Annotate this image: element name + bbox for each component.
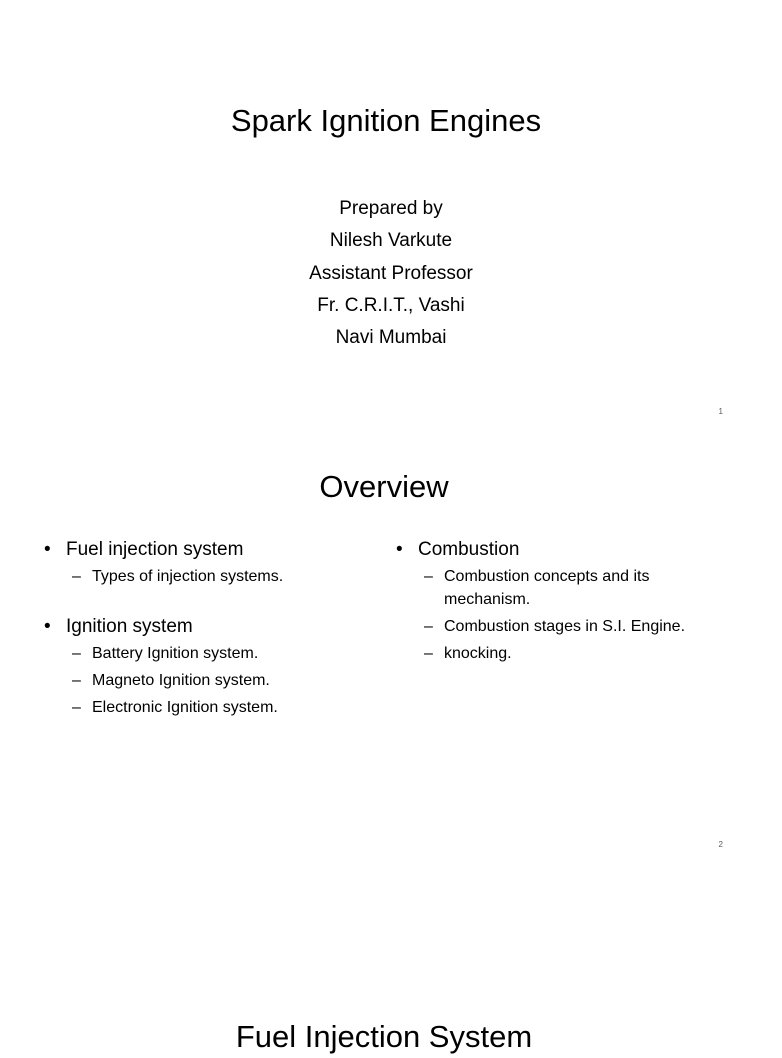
left-column (44, 537, 364, 733)
sub-list (396, 565, 726, 665)
sub-item-text: Types of injection systems. (92, 568, 284, 585)
sub-item-text: Combustion stages in S.I. Engine. (444, 618, 686, 635)
author-position: Assistant Professor (309, 262, 473, 284)
bullet-item (44, 614, 364, 640)
sub-item-text: Battery Ignition system. (92, 645, 259, 662)
sub-item-text: knocking. (444, 645, 512, 662)
sub-item (44, 642, 364, 665)
bullet-glyph: • (44, 539, 51, 560)
right-column (396, 537, 726, 679)
sub-item-text: Combustion concepts and its mechanism. (444, 568, 650, 608)
author-location: Navi Mumbai (335, 327, 447, 349)
sub-item (396, 615, 726, 638)
slide-number: 1 (718, 407, 723, 416)
sub-item-text: Magneto Ignition system. (92, 672, 270, 689)
dash-glyph: – (424, 645, 433, 662)
author-institution: Fr. C.R.I.T., Vashi (317, 294, 465, 316)
bullet-glyph: • (396, 539, 403, 560)
dash-glyph: – (72, 672, 81, 689)
dash-glyph: – (72, 699, 81, 716)
bullet-label: Fuel injection system (66, 539, 244, 560)
dash-glyph: – (72, 568, 81, 585)
slide-title: Fuel Injection System (235, 1019, 533, 1054)
sub-item-text: Electronic Ignition system. (92, 699, 278, 716)
dash-glyph: – (424, 618, 433, 635)
slide-2 (0, 432, 768, 866)
dash-glyph: – (424, 568, 433, 585)
author-name: Nilesh Varkute (329, 230, 453, 252)
subtitle-line: Prepared by (339, 198, 443, 219)
bullet-label: Combustion (418, 539, 520, 560)
slide-3 (0, 866, 768, 1054)
slide-title: Spark Ignition Engines (230, 103, 542, 138)
sub-item (44, 669, 364, 692)
sub-item (396, 565, 674, 611)
sub-item (44, 565, 364, 588)
bullet-glyph: • (44, 616, 51, 637)
dash-glyph: – (72, 645, 81, 662)
slide-title: Overview (319, 469, 449, 504)
slide-number: 2 (718, 840, 723, 849)
slide-1 (0, 0, 768, 432)
slide-subtitle (0, 194, 782, 355)
bullet-item (396, 537, 726, 563)
sub-list (44, 642, 364, 719)
bullet-item (44, 537, 364, 563)
sub-list (44, 565, 364, 588)
bullet-label: Ignition system (66, 616, 193, 637)
sub-item (396, 642, 726, 665)
sub-item (44, 696, 364, 719)
